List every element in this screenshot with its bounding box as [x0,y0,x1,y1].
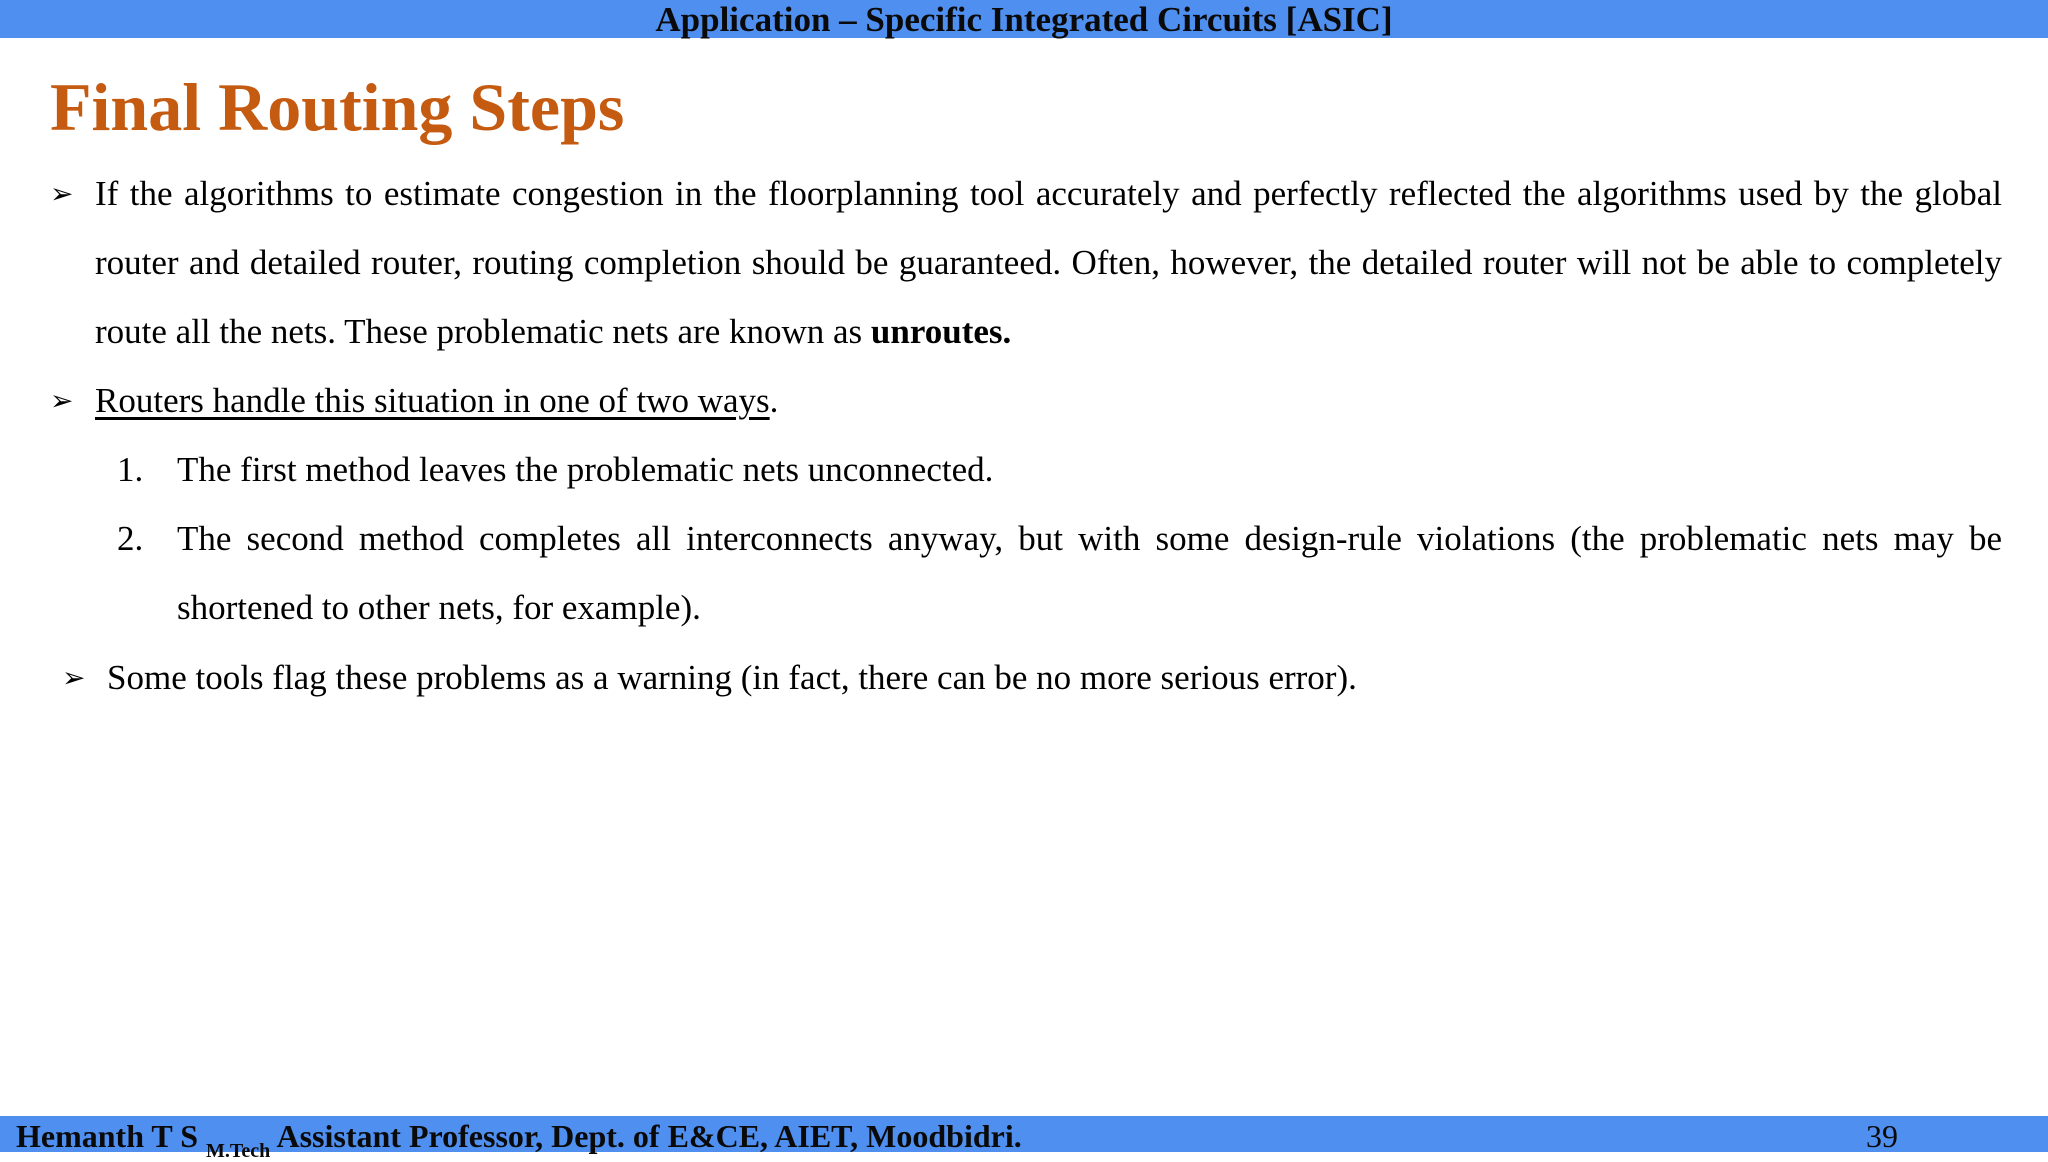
author-affiliation: Assistant Professor, Dept. of E&CE, AIET, Moodbidri. [276,1118,1022,1154]
unroutes-term: unroutes. [870,312,1012,351]
method-text: The second method completes all interconnects anyway, but with some design-rule violations (the problematic nets may be shortened to other nets, for example). [177,519,2002,627]
bullet-unroutes [50,159,2002,366]
bullet-routers [50,366,2002,435]
bullet-body: Routers handle this situation in one of two ways [95,381,770,420]
bullet-text [95,159,2002,366]
author-name: Hemanth T S [16,1118,198,1154]
method-item [117,435,2002,504]
slide-title: Final Routing Steps [50,69,625,145]
bullet-suffix: . [769,381,779,420]
arrow-bullet-icon: ➢ [50,177,74,210]
author-credit [16,1116,1022,1161]
bullet-text [95,366,2002,435]
method-number: 1. [117,450,144,489]
method-text: The first method leaves the problematic nets unconnected. [177,450,994,489]
method-number: 2. [117,519,144,558]
footer-bar [0,1116,2048,1162]
page-number: 39 [1866,1118,1898,1154]
bullet-body: If the algorithms to estimate congestion in the floorplanning tool accurately and perfectly reflected the algorithms used by the global router and detailed router, routing completion should be guaranteed. Often, however, the detailed router will not be able to completely route all the nets. These problematic nets are known as [95,174,2002,351]
header-bar [0,0,2048,38]
author-degree: M.Tech [205,1140,271,1162]
arrow-bullet-icon: ➢ [50,384,74,417]
bullet-text: Some tools flag these problems as a warning (in fact, there can be no more serious error). [107,658,1357,697]
bullet-warning [62,643,2014,712]
arrow-bullet-icon: ➢ [62,661,86,694]
method-item [117,504,2002,642]
course-title: Application – Specific Integrated Circuits [ASIC] [655,0,1393,39]
